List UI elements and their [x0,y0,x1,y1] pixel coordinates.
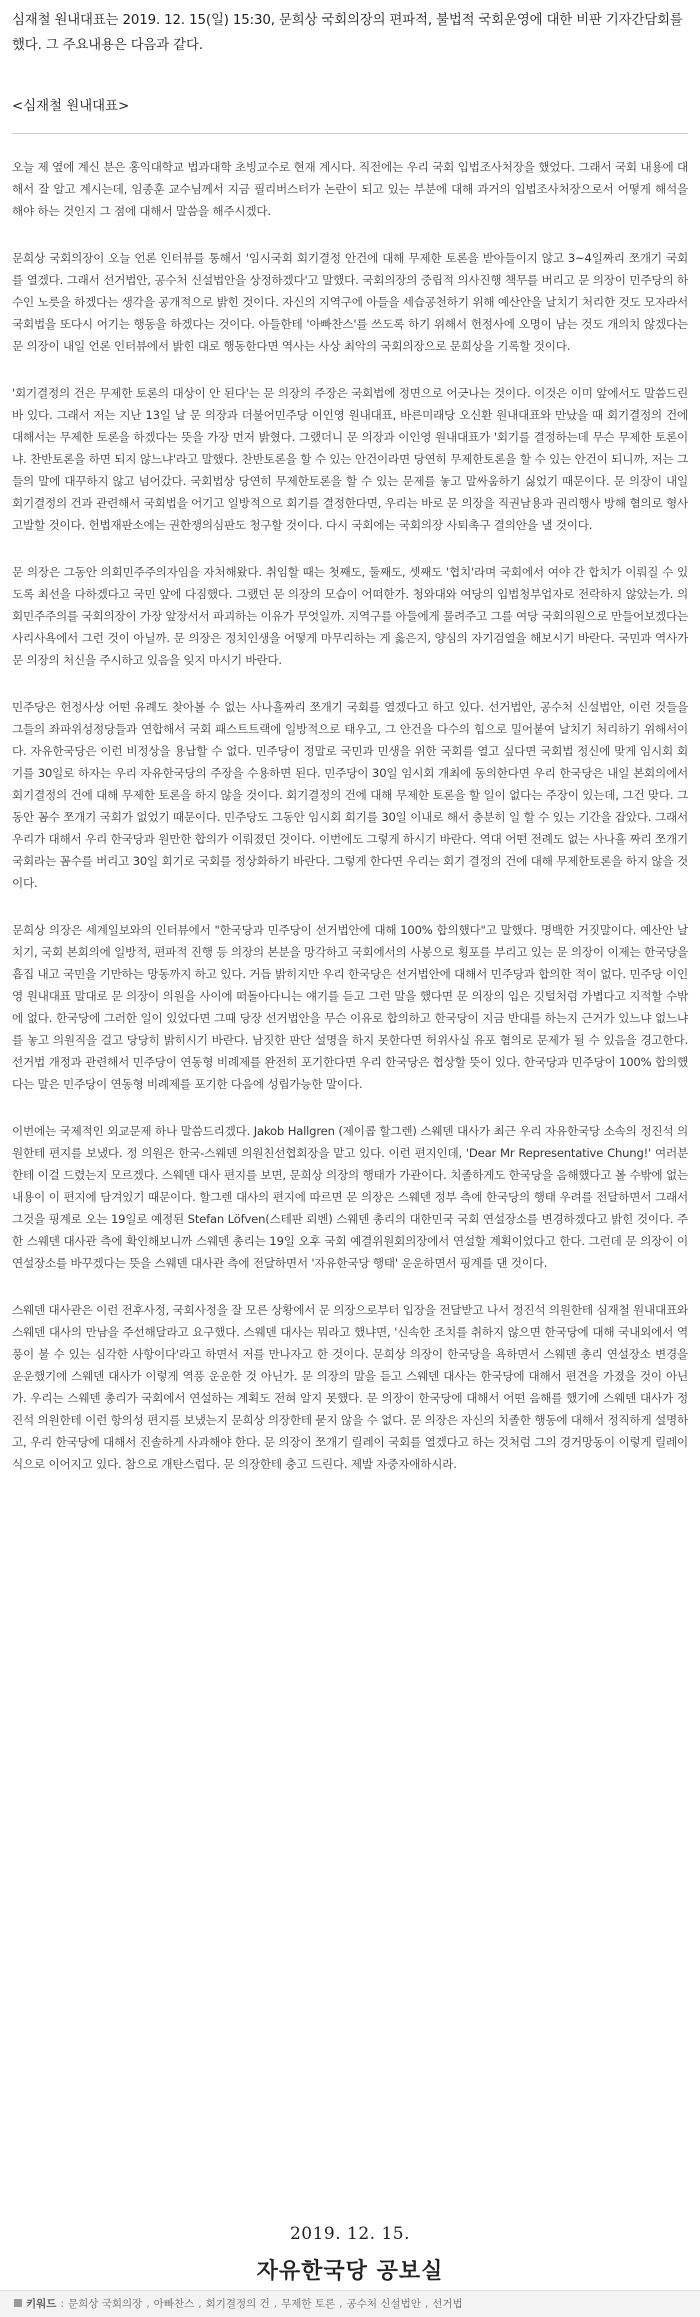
speaker-label: <심재철 원내대표> [12,99,130,114]
keyword-separator: , [146,2298,150,2310]
body-paragraph: 스웨덴 대사관은 이런 전후사정, 국회사정을 잘 모른 상황에서 문 의장으로부터 입장을 전달받고 나서 정진석 의원한테 심재철 원내대표와 스웨덴 대사의 만남을 주선해달라고 요구했다. 스웨덴 대사는 뭐라고 했냐면, '신속한 조치를 취하지 않으면 한국당에 대해 국내외에서 역풍이 불 수 있는 심각한 사항이다'라고 하면서 저를 만나자고 한 것이다. 문희상 의장이 한국당을 욕하면서 스웨덴 총리 연설장소 변경을 운운했기에 스웨덴 대사가 이렇게 역풍 운운한 것 아닌가. 문 의장의 말을 듣고 스웨덴 대사는 한국당에 대해서 편견을 가졌을 것이 아닌가. 우리는 스웨덴 총리가 국회에서 연설하는 계획도 전혀 알지 못했다. 문 의장이 한국당에 대해서 어떤 음해를 했기에 스웨덴 대사가 정진석 의원한테 이런 항의성 편지를 보냈는지 문희상 의장한테 묻지 않을 수 없다. 문 의장은 자신의 치졸한 행동에 대해서 정직하게 설명하고, 우리 한국당에 대해서 진솔하게 사과해야 한다. 문 의장이 쪼개기 릴레이 국회를 열겠다고 하는 것처럼 그의 경거망동이 이렇게 릴레이식으로 이어지고 있다. 참으로 개탄스럽다. 문 의장한테 충고 드린다. 제발 자중자애하시라. [12,1303,688,1471]
body-paragraph: 이번에는 국제적인 외교문제 하나 말씀드리겠다. Jakob Hallgren (제이콥 할그렌) 스웨덴 대사가 최근 우리 자유한국당 소속의 정진석 의원한테 편지를 보냈다. 정 의원은 한국-스웨덴 의원친선협회장을 맡고 있다. 이런 편지인데, 'Dear Mr Representative Chung!' 여러분한테 이걸 드렸는지 모르겠다. 스웨덴 대사 편지를 보면, 문희상 의장의 행태가 가관이다. 치졸하게도 한국당을 음해했다고 볼 수밖에 없는 내용이 이 편지에 담겨있기 때문이다. 할그렌 대사의 편지에 따르면 문 의장은 스웨덴 정부 측에 한국당의 행태 우려를 전달하면서 그래서 그것을 핑계로 오는 19일로 예정된 Stefan Löfven(스테판 뢰벤) 스웨덴 총리의 대한민국 국회 연설장소를 변경하겠다고 밝힌 것이다. 주한 스웨덴 대사관 측에 확인해보니까 스웨덴 총리는 19일 오후 국회 예결위원회의장에서 연설할 계획이었다고 한다. 그런데 문 의장이 이 연설장소를 바꾸겠다는 뜻을 스웨덴 대사관 측에 전달하면서 '자유한국당 행태' 운운하면서 핑계를 댄 것이다. [12,1124,688,1270]
section-divider [12,133,688,134]
keyword-link[interactable]: 공수처 신설법안 [346,2298,421,2310]
keyword-separator: , [424,2298,429,2310]
release-date: 2019. 12. 15. [289,2224,411,2244]
keyword-separator: , [273,2298,278,2310]
tag-icon [14,2299,22,2307]
keyword-colon: : [60,2298,64,2310]
keyword-link[interactable]: 무제한 토론 [281,2298,336,2310]
body-paragraph: 민주당은 헌정사상 어떤 유례도 찾아볼 수 없는 사나흘짜리 쪼개기 국회를 열겠다고 하고 있다. 선거법안, 공수처 신설법안, 이런 것들을 그들의 좌파위성정당들과 연합해서 국회 패스트트랙에 일방적으로 태우고, 그 안건을 다수의 힘으로 밀어붙여 날치기 처리하기 위해서이다. 자유한국당은 이런 비정상을 용납할 수 없다. 민주당이 정말로 국민과 민생을 위한 국회를 열고 싶다면 국회법 정신에 맞게 임시회 회기를 30일로 하자는 우리 자유한국당의 주장을 수용하면 된다. 민주당이 30일 임시회 개최에 동의한다면 우리 한국당은 내일 본회의에서 회기결정의 건에 대해 무제한 토론을 하지 않을 것이다. 회기결정의 건에 대해 무제한 토론을 할 일이 없다는 주장이 있는데, 그건 맞다. 그동안 꼼수 쪼개기 국회가 없었기 때문이다. 민주당도 그동안 임시회 회기를 30일 이내로 해서 충분히 일 할 수 있는 기간을 잡았다. 그래서 우리가 대해서 우리 한국당과 원만한 합의가 이뤄졌던 것이다. 이번에도 그렇게 하시기 바란다. 역대 어떤 전례도 없는 사나흘 짜리 쪼개기 국회라는 꼼수를 버리고 30일 회기로 국회를 정상화하기 바란다. 그렇게 한다면 우리는 회기 결정의 건에 대해 무제한토론을 하지 않을 것이다. [12,700,688,890]
article-body [12,8,688,1500]
keyword-bar [0,2290,700,2317]
body-paragraph: '회기결정의 건은 무제한 토론의 대상이 안 된다'는 문 의장의 주장은 국회법에 정면으로 어긋나는 것이다. 이것은 이미 앞에서도 말씀드린 바 있다. 그래서 저는 지난 13일 날 문 의장과 더불어민주당 이인영 원내대표, 바른미래당 오신환 원내대표와 만났을 때 회기결정의 건에 대해서는 무제한 토론을 하겠다는 뜻을 가장 먼저 밝혔다. 그랬더니 문 의장과 이인영 원내대표가 '회기를 결정하는데 무슨 무제한 토론이냐. 찬반토론을 하면 되지 않느냐'라고 말했다. 찬반토론을 할 수 있는 안건이라면 당연히 무제한토론을 할 수 있는 안건이 되니까, 저는 그들의 말에 대꾸하지 않고 넘어갔다. 국회법상 당연히 무제한토론을 할 수 있는 문제를 놓고 말싸움하기 싫었기 때문이다. 문 의장이 내일 회기결정의 건과 관련해서 국회법을 어기고 일방적으로 회기를 결정한다면, 우리는 바로 문 의장을 직권남용과 권리행사 방해 혐의로 형사고발할 것이다. 헌법재판소에는 권한쟁의심판도 청구할 것이다. 다시 국회에는 국회의장 사퇴촉구 결의안을 낼 것이다. [12,386,688,532]
keyword-link[interactable]: 회기결정의 건 [205,2298,270,2310]
keyword-link[interactable]: 아빠찬스 [153,2298,195,2310]
body-paragraph: 오늘 제 옆에 계신 분은 홍익대학교 법과대학 초빙교수로 현재 계시다. 직전에는 우리 국회 입법조사처장을 했었다. 그래서 국회 내용에 대해서 잘 알고 계시는데, 임종훈 교수님께서 지금 필리버스터가 논란이 되고 있는 부분에 대해 과거의 입법조사처장으로서 어떻게 해석을 해야 하는 것인지 그 점에 대해서 말씀을 해주시겠다. [12,160,688,218]
keyword-link[interactable]: 선거법 [432,2298,463,2310]
intro-paragraph: 심재철 원내대표는 2019. 12. 15(일) 15:30, 문희상 국회의장의 편파적, 불법적 국회운영에 대한 비판 기자간담회를 했다. 그 주요내용은 다음과 같다. [12,13,683,53]
keyword-link[interactable]: 문희상 국회의장 [67,2298,143,2310]
body-paragraph: 문희상 국회의장이 오늘 언론 인터뷰를 통해서 '임시국회 회기결정 안건에 대해 무제한 토론을 받아들이지 않고 3~4일짜리 쪼개기 국회를 열겠다. 그래서 선거법안, 공수처 신설법안을 상정하겠다'고 말했다. 국회의장의 중립적 의사진행 책무를 버리고 문 의장이 민주당의 하수인 노릇을 하겠다는 생각을 공개적으로 밝힌 것이다. 자신의 지역구에 아들을 세습공천하기 위해 예산안을 날치기 처리한 것도 모자라서 국회법을 또다시 어기는 행동을 하겠다는 것이다. 아들한테 '아빠찬스'를 쓰도록 하기 위해서 헌정사에 오명이 남는 것도 개의치 않겠다는 문 의장이 내일 언론 인터뷰에서 밝힌 대로 행동한다면 역사는 사상 최악의 국회의장으로 문희상을 기록할 것이다. [12,251,688,353]
body-paragraph: 문희상 의장은 세계일보와의 인터뷰에서 "한국당과 민주당이 선거법안에 대해 100% 합의했다"고 말했다. 명백한 거짓말이다. 예산안 날치기, 국회 본회의에 일방적, 편파적 진행 등 의장의 본분을 망각하고 국회에서의 사봉으로 횡포를 부리고 있는 문 의장이 이제는 한국당을 흠집 내고 국민을 기만하는 망동까지 하고 있다. 거듭 밝히지만 우리 한국당은 선거법안에 대해서 민주당과 합의한 적이 없다. 민주당 이인영 원내대표 말대로 문 의장이 의원을 사이에 떠돌아다니는 얘기를 듣고 그런 말을 했다면 문 의장의 입은 깃털처럼 가볍다고 지적할 수밖에 없다. 한국당에 그러한 일이 있었다면 그때 당장 선거법안을 무슨 이유로 합의하고 한국당이 지금 반대를 하는지 근거가 있느냐 없느냐를 놓고 의원직을 걸고 당당히 밝히시기 바란다. 남짓한 판단 설명을 하지 못한다면 허위사실 유포 혐의로 문제가 될 수 있음을 경고한다. 선거법 개정과 관련해서 민주당이 연동형 비례제를 완전히 포기한다면 우리 한국당은 협상할 뜻이 있다. 한국당과 민주당이 100% 합의했다는 말은 민주당이 연동형 비례제를 포기한 다음에 성립가능한 말이다. [12,923,688,1091]
keyword-label: 키워드 [26,2298,57,2310]
issuing-office: 자유한국당 공보실 [256,2259,444,2284]
body-paragraph: 문 의장은 그동안 의회민주주의자임을 자처해왔다. 취임할 때는 첫째도, 둘째도, 셋째도 '협치'라며 국회에서 여야 간 합치가 이뤄질 수 있도록 최선을 다하겠다고 국민 앞에 다짐했다. 그랬던 문 의장의 모습이 어떠한가. 청와대와 여당의 입법청부업자로 전락하지 않았는가. 의회민주주의를 국회의장이 가장 앞장서서 파괴하는 이유가 무엇일까. 지역구를 아들에게 물려주고 그를 여당 국회의원으로 만들어보겠다는 사리사욕에서 그런 것이 아닐까. 문 의장은 정치인생을 어떻게 마무리하는 게 옳은지, 양심의 자기검열을 해보시기 바란다. 국민과 역사가 문 의장의 처신을 주시하고 있음을 잊지 마시기 바란다. [12,565,688,667]
keyword-separator: , [339,2298,343,2310]
keyword-separator: , [198,2298,202,2310]
